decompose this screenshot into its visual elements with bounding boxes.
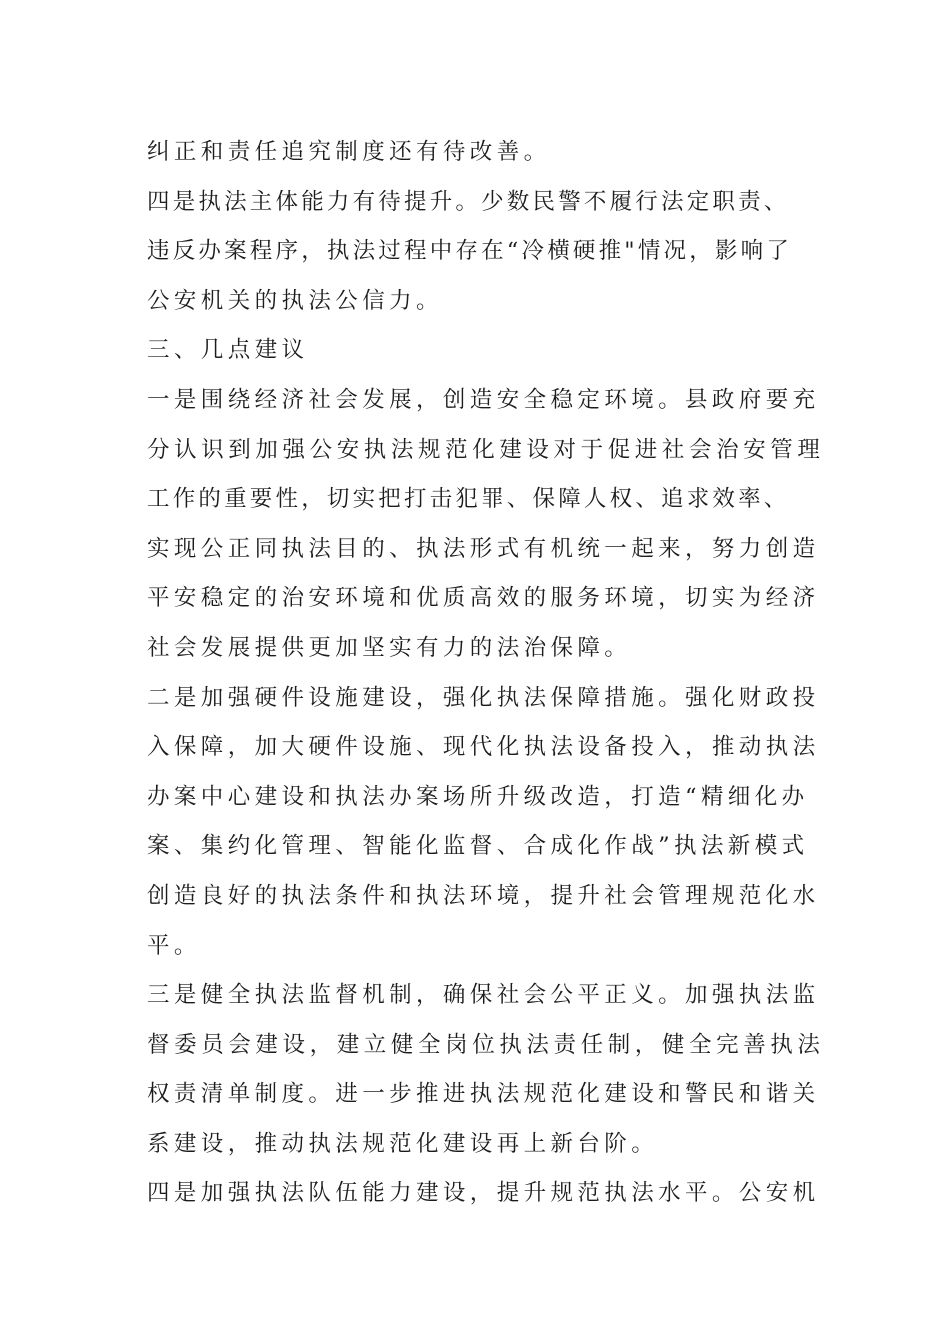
text-line: 分认识到加强公安执法规范化建设对于促进社会治安管理 — [147, 436, 825, 463]
text-line: 公安机关的执法公信力。 — [147, 287, 443, 314]
text-line: 系建设，推动执法规范化建设再上新台阶。 — [147, 1130, 659, 1157]
text-line: 督委员会建设，建立健全岗位执法责任制，健全完善执法 — [147, 1031, 825, 1058]
text-line: 三是健全执法监督机制，确保社会公平正义。加强执法监 — [147, 982, 820, 1009]
text-line: 实现公正同执法目的、执法形式有机统一起来，努力创造 — [147, 535, 820, 562]
text-line: 创造良好的执法条件和执法环境，提升社会管理规范化水 — [147, 882, 820, 909]
text-line: 二是加强硬件设施建设，强化执法保障措施。强化财政投 — [147, 684, 820, 711]
text-line: 办案中心建设和执法办案场所升级改造，打造“精细化办 — [147, 783, 809, 810]
text-line: 纠正和责任追究制度还有待改善。 — [147, 139, 551, 165]
text-line: 工作的重要性，切实把打击犯罪、保障人权、追求效率、 — [147, 486, 790, 513]
section-heading: 三、几点建议 — [147, 337, 309, 364]
text-line: 四是执法主体能力有待提升。少数民警不履行法定职责、 — [147, 188, 790, 215]
text-line: 违反办案程序，执法过程中存在“冷横硬推"情况，影响了 — [147, 238, 793, 265]
text-line: 平安稳定的治安环境和优质高效的服务环境，切实为经济 — [147, 585, 820, 612]
text-line: 一是围绕经济社会发展，创造安全稳定环境。县政府要充 — [147, 386, 820, 413]
text-line: 社会发展提供更加坚实有力的法治保障。 — [147, 634, 632, 661]
text-line: 入保障，加大硬件设施、现代化执法设备投入，推动执法 — [147, 734, 820, 761]
text-line: 权责清单制度。进一步推进执法规范化建设和警民和谐关 — [147, 1081, 820, 1108]
text-line: 案、集约化管理、智能化监督、合成化作战”执法新模式 — [147, 833, 809, 860]
document-body — [147, 128, 825, 1219]
text-line: 四是加强执法队伍能力建设，提升规范执法水平。公安机 — [147, 1180, 820, 1207]
text-line: 平。 — [147, 932, 201, 959]
